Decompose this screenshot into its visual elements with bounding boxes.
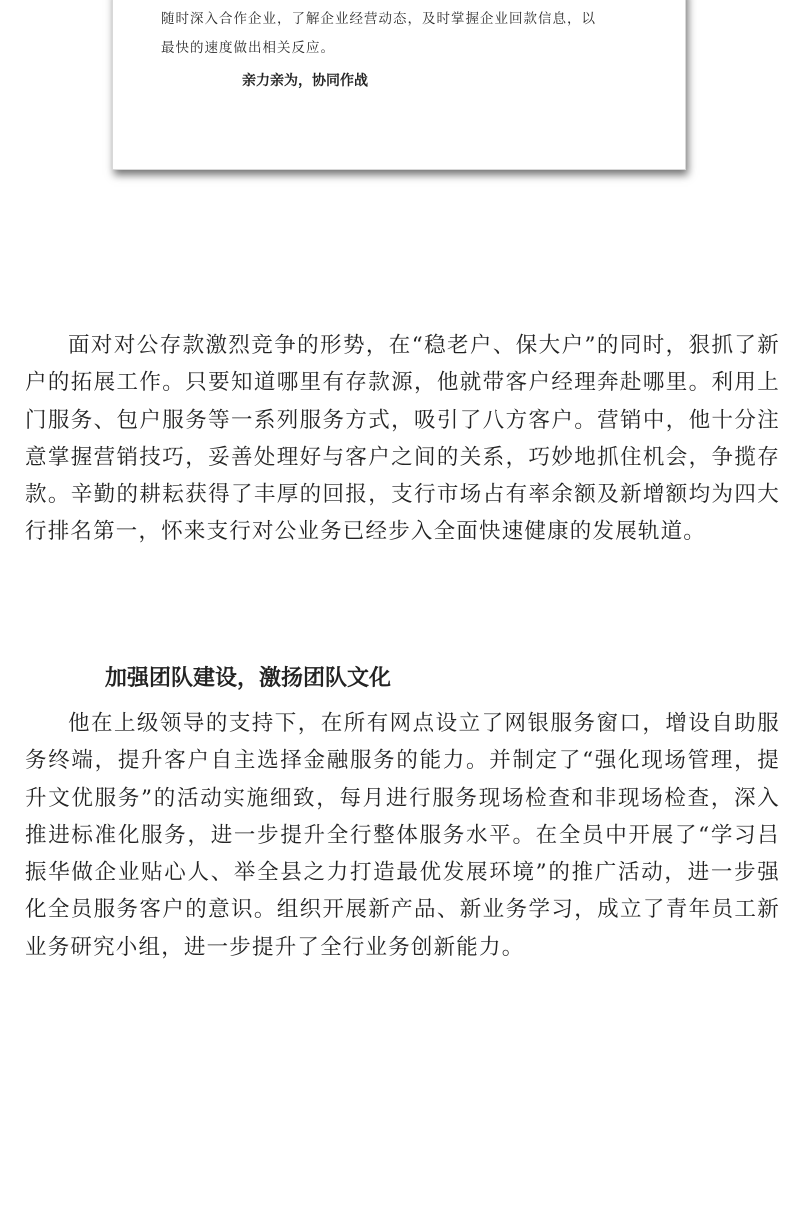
card-subheading: 亲力亲为，协同作战 bbox=[242, 73, 368, 89]
card-text-line-2: 最快的速度做出相关反应。 bbox=[161, 40, 335, 56]
body-paragraph-1: 面对对公存款激烈竞争的形势，在“稳老户、保大户”的同时，狠抓了新户的拓展工作。只要知道哪里有存款源，他就带客户经理奔赴哪里。利用上门服务、包户服务等一系列服务方式，吸引了八方客户。营销中，他十分注意掌握营销技巧，妥善处理好与客户之间的关系，巧妙地抓住机会，争揽存款。辛勤的耕耘获得了丰厚的回报，支行市场占有率余额及新增额均为四大行排名第一，怀来支行对公业务已经步入全面快速健康的发展轨道。 bbox=[25, 333, 780, 545]
quote-card bbox=[112, 0, 686, 170]
body-paragraph-2: 他在上级领导的支持下，在所有网点设立了网银服务窗口，增设自助服务终端，提升客户自主选择金融服务的能力。并制定了“强化现场管理，提升文优服务”的活动实施细致，每月进行服务现场检查和非现场检查，深入推进标准化服务，进一步提升全行整体服务水平。在全员中开展了“学习吕振华做企业贴心人、举全县之力打造最优发展环境”的推广活动，进一步强化全员服务客户的意识。组织开展新产品、新业务学习，成立了青年员工新业务研究小组，进一步提升了全行业务创新能力。 bbox=[25, 711, 780, 960]
card-text-line-1: 随时深入合作企业，了解企业经营动态，及时掌握企业回款信息，以 bbox=[161, 11, 596, 27]
section-heading: 加强团队建设，激扬团队文化 bbox=[105, 666, 392, 691]
